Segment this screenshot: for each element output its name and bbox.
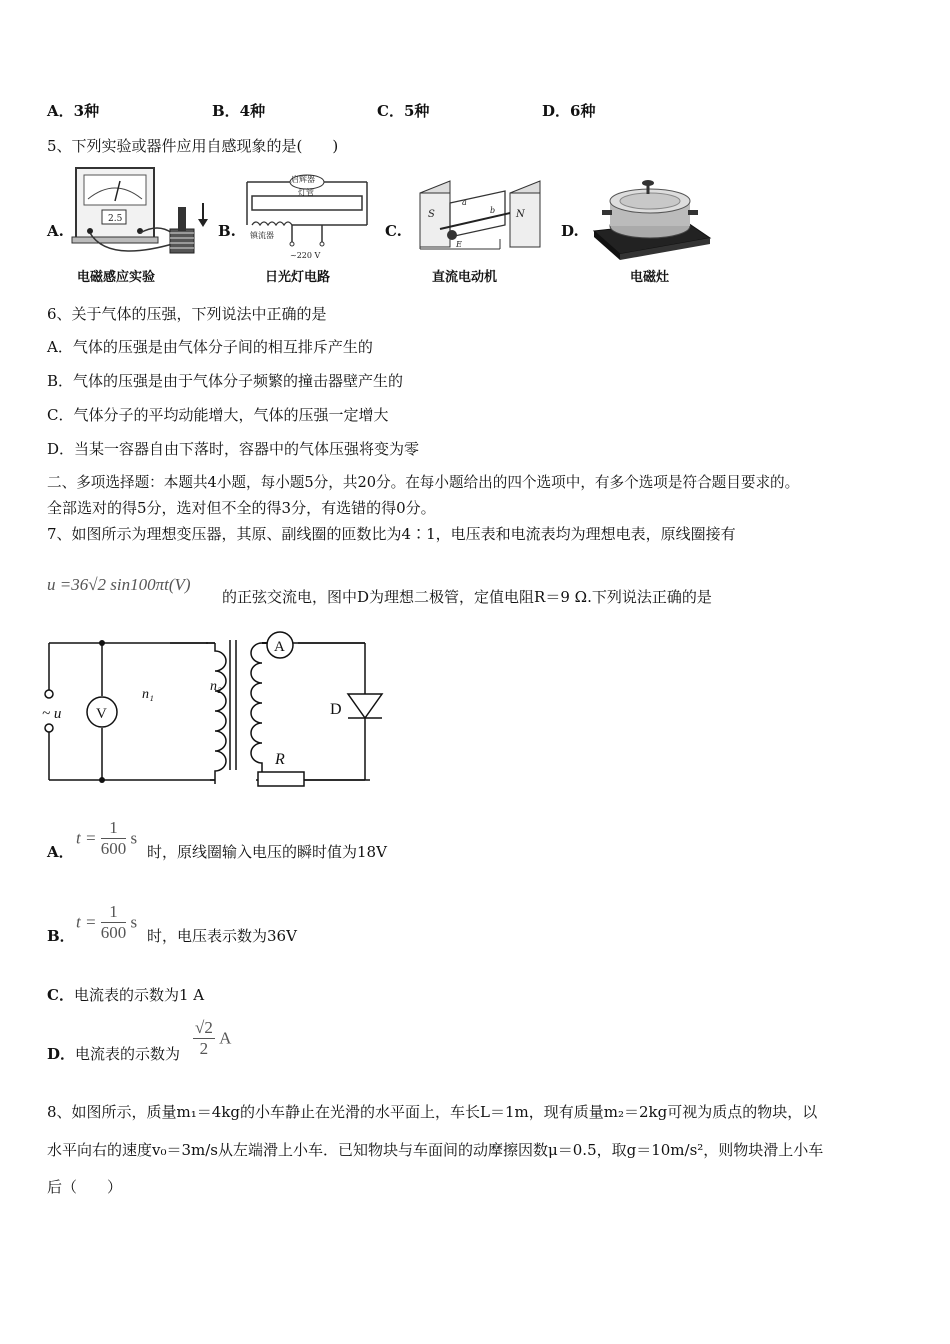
q7-option-b-unit: s	[130, 912, 138, 932]
induction-cooker-figure	[590, 176, 715, 261]
caption-b: 日光灯电路	[265, 270, 331, 285]
pole-s: S	[428, 209, 435, 220]
q7-formula: u =36√2 sin100πt(V)	[47, 575, 191, 594]
q7-option-b-t: t =	[76, 912, 97, 932]
label-a: a	[462, 198, 467, 207]
q7-option-d-den: 2	[199, 1039, 209, 1058]
voltage-label: ~220 V	[290, 251, 321, 260]
q8-line2: 水平向右的速度v₀＝3m/s从左端滑上小车．已知物块与车面间的动摩擦因数μ＝0.5，取g＝10m/s²，则物块滑上小车	[47, 1141, 824, 1159]
diode-symbol	[348, 694, 382, 718]
q7-option-a-den: 600	[100, 839, 127, 858]
q7-option-a-text: 时，原线圈输入电压的瞬时值为18V	[147, 843, 387, 861]
source-label: ~ u	[42, 706, 62, 722]
q5-label-b: B.	[218, 222, 236, 240]
q7-stem2: 的正弦交流电，图中D为理想二极管，定值电阻R＝9 Ω.下列说法正确的是	[222, 588, 712, 606]
ammeter-label: A	[274, 639, 285, 655]
q8-line3: 后（ ）	[47, 1178, 123, 1196]
q7-option-b-text: 时，电压表示数为36V	[147, 927, 297, 945]
caption-d: 电磁灶	[630, 270, 670, 285]
q7-option-b-den: 600	[100, 923, 127, 942]
q7-option-a-t: t =	[76, 828, 97, 848]
q4-option-a: A．3种	[47, 102, 100, 120]
q7-option-d-math	[193, 1018, 231, 1059]
q5-stem: 5、下列实验或器件应用自感现象的是( )	[47, 137, 339, 155]
q7-option-a-math	[76, 818, 137, 859]
q7-option-d-unit: A	[219, 1028, 232, 1048]
q7-option-a-label: A．	[47, 843, 74, 861]
q5-label-a: A.	[47, 222, 64, 240]
q7-option-c-text: 电流表的示数为1 A	[73, 986, 205, 1004]
caption-c: 直流电动机	[432, 270, 498, 285]
q7-option-b-num: 1	[101, 902, 127, 923]
q5-label-d: D.	[561, 222, 579, 240]
q6-option-b: B．气体的压强是由于气体分子频繁的撞击器壁产生的	[47, 372, 404, 390]
q7-option-b-label: B．	[47, 927, 75, 945]
n1-label: n₁	[142, 687, 154, 702]
q6-stem: 6、关于气体的压强，下列说法中正确的是	[47, 305, 327, 323]
section2-line1: 二、多项选择题：本题共4小题，每小题5分，共20分。在每小题给出的四个选项中，有多个选项是符合题目要求的。	[47, 474, 800, 491]
q6-option-c: C．气体分子的平均动能增大，气体的压强一定增大	[47, 406, 389, 424]
caption-a: 电磁感应实验	[77, 270, 156, 285]
q5-label-c: C.	[385, 222, 402, 240]
pole-n: N	[516, 209, 525, 220]
q7-option-d	[47, 1044, 180, 1064]
label-b: b	[490, 206, 496, 215]
fluorescent-circuit-figure	[242, 170, 372, 262]
label-e: E	[456, 240, 462, 249]
ballast-label: 镇流器	[250, 231, 274, 240]
resistor-label: R	[275, 751, 285, 768]
resistor-symbol	[258, 772, 304, 786]
section2-line2: 全部选对的得5分，选对但不全的得3分，有选错的得0分。	[47, 499, 436, 517]
starter-label: 启辉器	[291, 175, 315, 184]
voltmeter-label: V	[96, 706, 107, 722]
q7-stem1: 7、如图所示为理想变压器，其原、副线圈的匝数比为4∶1，电压表和电流表均为理想电表，原线圈接有	[47, 525, 736, 543]
q7-option-d-text: 电流表的示数为	[75, 1045, 181, 1063]
q7-option-d-num: √2	[195, 1018, 213, 1037]
n2-label: n₂	[210, 679, 222, 694]
q6-option-d: D．当某一容器自由下落时，容器中的气体压强将变为零	[47, 440, 420, 458]
q7-option-b-math	[76, 902, 137, 943]
q7-option-a-num: 1	[101, 818, 127, 839]
q7-option-c	[47, 985, 204, 1005]
dc-motor-figure	[410, 173, 550, 263]
q6-option-a: A．气体的压强是由气体分子间的相互排斥产生的	[47, 338, 373, 356]
tube-label: 灯管	[298, 188, 314, 197]
q7-option-c-label: C．	[47, 986, 74, 1004]
q7-option-a-unit: s	[130, 828, 138, 848]
q8-line1: 8、如图所示，质量m₁＝4kg的小车静止在光滑的水平面上，车长L＝1m，现有质量m₂＝2kg可视为质点的物块，以	[47, 1103, 818, 1121]
transformer-circuit-figure	[40, 628, 400, 788]
svg-text:2.5: 2.5	[108, 214, 123, 224]
diode-label: D	[330, 701, 342, 718]
induction-experiment-figure	[68, 163, 213, 263]
q4-option-d: D．6种	[542, 102, 596, 120]
q4-option-c: C．5种	[377, 102, 430, 120]
q7-option-d-label: D．	[47, 1045, 76, 1063]
q4-option-b: B．4种	[212, 102, 266, 120]
